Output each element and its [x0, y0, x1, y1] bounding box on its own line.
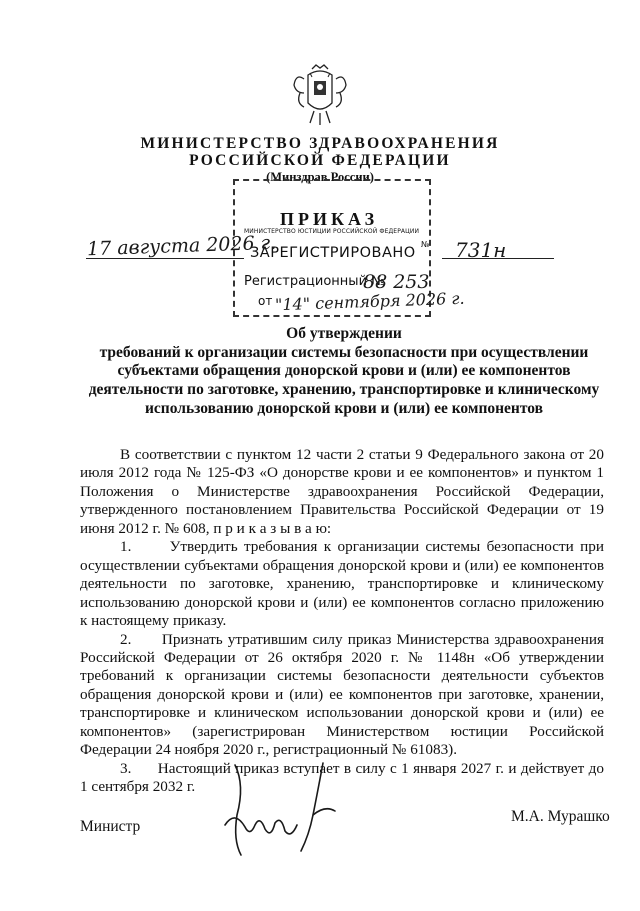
title-line: субъектами обращения донорской крови и (или) ее компонентов [117, 362, 571, 380]
title-line: использованию донорской крови и (или) ее компонентов [144, 399, 544, 417]
ministry-short-name: (Минздрав России) [266, 170, 374, 184]
stamp-registration-label: Регистрационный № [244, 274, 385, 289]
stamp-organization: МИНИСТЕРСТВО ЮСТИЦИИ РОССИЙСКОЙ ФЕДЕРАЦИИ [244, 228, 420, 235]
item-2-paragraph: 2. Признать утратившим силу приказ Министерства здравоохранения Российской Федерации от 26 октября 2020 г. № 1148н «Об утверждении требований к организации системы безопасности деятельности субъектов обращения донорской крови и (или) ее компонентов при заготовке, хранении, транспортировке и клиническом использовании донорской крови и (или) ее компонентов» (зарегистрирован Министерством юстиции Российской Федерации 24 ноября 2020 г., регистрационный № 61083). [80, 630, 604, 759]
stamp-status: ЗАРЕГИСТРИРОВАНО [250, 245, 416, 261]
date-underline [86, 258, 244, 259]
coat-of-arms-emblem [290, 63, 350, 127]
item-1-paragraph: 1. Утвердить требования к организации системы безопасности при осуществлении субъектами обращения донорской крови и (или) ее компонентов деятельности по заготовке, хранению, транспортировке и клиническому использованию донорской крови и (или) ее компонентов согласно приложению к настоящему приказу. [80, 538, 604, 630]
item-3-paragraph: 3. Настоящий приказ вступает в силу с 1 января 2027 г. и действует до 1 сентября 2032 г. [80, 759, 604, 796]
document-title [80, 325, 608, 419]
number-underline [442, 258, 554, 259]
ministry-name-line1: МИНИСТЕРСТВО ЗДРАВООХРАНЕНИЯ [140, 135, 500, 152]
document-type: ПРИКАЗ [280, 209, 379, 229]
order-date: 17 августа 2026 г. [86, 231, 277, 261]
signatory-name: М.А. Мурашко [511, 808, 610, 825]
document-body [80, 446, 604, 797]
stamp-registration-date: "14" сентября 2026 г. [274, 288, 465, 315]
order-number: 731н [455, 238, 507, 262]
signatory-position: Министр [80, 818, 141, 835]
title-line: требований к организации системы безопасности при осуществлении [99, 343, 589, 361]
intro-paragraph: В соответствии с пунктом 12 части 2 статьи 9 Федерального закона от 20 июля 2012 года № 125-ФЗ «О донорстве крови и ее компонентов» и пунктом 1 Положения о Министерстве здравоохранения Российской Федерации, утвержденного постановлением Правительства Российской Федерации от 19 июня 2012 г. № 608, п р и к а з ы в а ю: [80, 446, 604, 537]
handwritten-signature [205, 755, 355, 865]
title-line: деятельности по заготовке, хранению, транспортировке и клиническому [88, 381, 600, 399]
title-line: Об утверждении [286, 325, 402, 342]
stamp-date-prefix: от [258, 294, 273, 308]
stamp-registration-number: 88 253 [363, 271, 430, 293]
ministry-name-line2: РОССИЙСКОЙ ФЕДЕРАЦИИ [189, 152, 451, 169]
number-sign: № [421, 240, 430, 249]
